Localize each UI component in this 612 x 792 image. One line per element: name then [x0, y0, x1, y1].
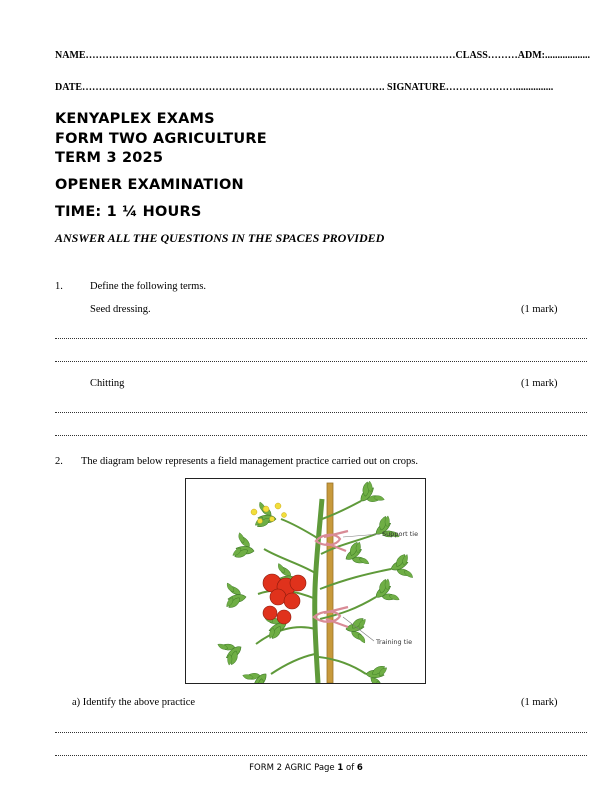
training-tie-label: Training tie [376, 638, 413, 646]
plant-stem [315, 499, 322, 683]
term-chitting: Chitting [90, 378, 125, 389]
name-class-adm-line: NAME…………………………………………………………………………………………………CLASS………ADM:.................. [55, 50, 590, 61]
answer-line[interactable] [55, 435, 587, 436]
marks-2a: (1 mark) [521, 697, 558, 708]
answer-line[interactable] [55, 732, 587, 733]
term-title: TERM 3 2025 [55, 150, 164, 166]
question-2-number: 2. [55, 456, 63, 467]
date-signature-line: DATE………………………………………………………………………………. SIGNATURE…………………............... [55, 82, 554, 93]
footer-of: of [343, 763, 357, 773]
question-2-stem: The diagram below represents a field management practice carried out on crops. [81, 456, 419, 467]
question-1-number: 1. [55, 281, 63, 292]
tomato-fruits [263, 574, 306, 624]
subject-title: FORM TWO AGRICULTURE [55, 131, 267, 147]
answer-line[interactable] [55, 338, 587, 339]
answer-line[interactable] [55, 755, 587, 756]
support-stake [327, 483, 333, 683]
instruction-text: ANSWER ALL THE QUESTIONS IN THE SPACES PROVIDED [55, 231, 385, 245]
footer-total-pages: 6 [356, 763, 363, 773]
marks-seed-dressing: (1 mark) [521, 304, 558, 315]
exam-type-title: OPENER EXAMINATION [55, 177, 244, 193]
tomato-plant-illustration [186, 479, 425, 683]
marks-chitting: (1 mark) [521, 378, 558, 389]
support-tie-label: Support tie [382, 530, 419, 538]
term-seed-dressing: Seed dressing. [90, 304, 151, 315]
footer-prefix: FORM 2 AGRIC Page [249, 763, 338, 773]
page-footer [0, 763, 612, 773]
footer-page-number: 1 [337, 763, 344, 773]
question-2a-text: a) Identify the above practice [72, 697, 196, 708]
question-1-stem: Define the following terms. [90, 281, 207, 292]
time-title: TIME: 1 ¼ HOURS [55, 204, 202, 220]
answer-line[interactable] [55, 412, 587, 413]
tomato-staking-figure [185, 478, 426, 684]
exam-body-title: KENYAPLEX EXAMS [55, 111, 215, 127]
answer-line[interactable] [55, 361, 587, 362]
